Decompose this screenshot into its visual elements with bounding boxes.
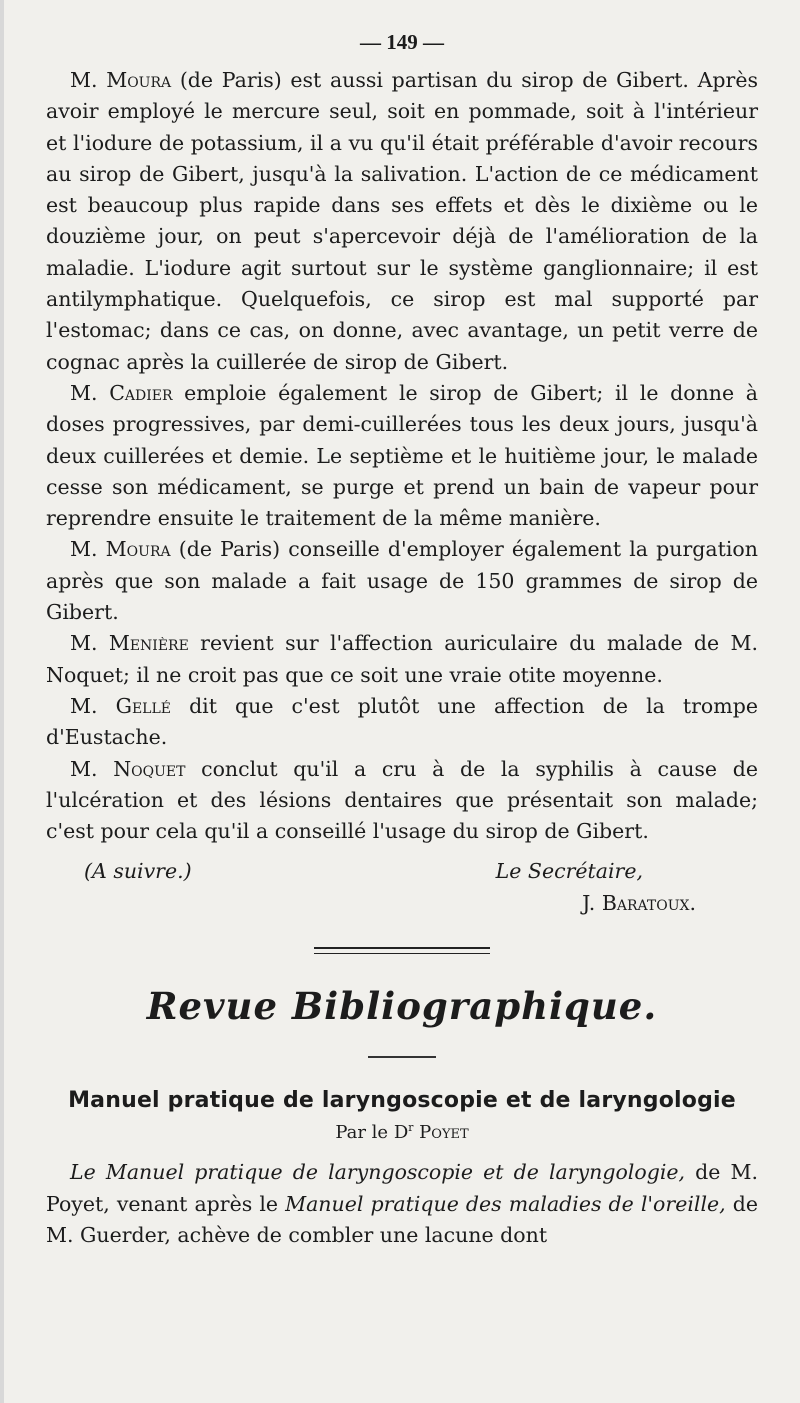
secretary-name: Baratoux. [601,891,696,916]
review-paragraph [46,1157,758,1251]
speaker-title: M. [70,756,98,781]
review-italic-title-1: Le Manuel pratique de laryngoscopie et de laryngologie, [70,1160,686,1185]
to-be-continued: (A suivre.) [84,859,192,884]
speaker-name: Moura [105,537,171,562]
author-dr-sup: r [408,1121,414,1135]
paragraph-gelle [46,691,758,754]
author-dr: D [393,1122,409,1144]
book-author [46,1121,758,1143]
section-title: Revue Bibliographique. [146,984,658,1029]
paragraph-noquet [46,754,758,848]
paragraph-text: emploie également le sirop de Gibert; il le donne à doses progressives, par demi-cuillerées tous les deux jours, jusqu'à deux cuillerées et demie. Le septième et le huitième jour, le malade cesse son médicament, se purge et prend un bain de vapeur pour reprendre ensuite le traitement de la même manière. [46,380,758,531]
paragraph-moura-2 [46,534,758,628]
speaker-name: Noquet [113,756,186,781]
speaker-name: Cadier [109,380,173,405]
author-prefix: Par le [335,1122,389,1144]
speaker-name: Moura [106,68,172,92]
signature-row [46,855,758,887]
author-name: Poyet [419,1122,469,1144]
paragraph-meniere [46,628,758,691]
review-italic-title-2: Manuel pratique des maladies de l'oreille, [285,1191,726,1216]
paragraph-cadier [46,378,758,534]
paragraph-text: (de Paris) est aussi partisan du sirop de Gibert. Après avoir employé le mercure seul, soit en pommade, soit à l'intérieur et l'iodure de potassium, il a vu qu'il était préférable d'avoir recours au sirop de Gibert, jusqu'à la salivation. L'action de ce médicament est beaucoup plus rapide dans ses effets et dès le dixième ou le douzième jour, on peut s'apercevoir déjà de l'amélioration de la maladie. L'iodure agit surtout sur le système ganglionnaire; il est antilymphatique. Quelquefois, ce sirop est mal supporté par l'estomac; dans ce cas, on donne, avec avantage, un petit verre de cognac après la cuillerée de sirop de Gibert. [46,68,758,374]
section-divider [314,947,490,954]
speaker-title: M. [70,693,98,718]
book-title: Manuel pratique de laryngoscopie et de laryngologie [68,1088,736,1114]
paragraph-moura-1 [46,65,758,378]
secretary-label: Le Secrétaire, [495,859,643,884]
paragraph-text: conclut qu'il a cru à de la syphilis à cause de l'ulcération et des lésions dentaires que présentait son malade; c'est pour cela qu'il a conseillé l'usage du sirop de Gibert. [46,756,758,844]
speaker-title: M. [70,631,98,656]
secretary-signature [46,887,758,919]
speaker-name: Menière [108,631,189,656]
title-rule [368,1056,436,1058]
speaker-title: M. [70,68,98,92]
speaker-name: Gellé [115,693,171,718]
page-number: — 149 — [360,30,444,54]
speaker-title: M. [70,380,98,405]
review-text-1: de M. Poyet, venant après le [46,1160,758,1216]
paragraph-text: (de Paris) conseille d'employer également la purgation après que son malade a fait usage de 150 grammes de sirop de Gibert. [46,537,758,625]
paragraph-text: revient sur l'affection auriculaire du malade de M. Noquet; il ne croit pas que ce soit une vraie otite moyenne. [46,631,758,687]
secretary-initial: J. [582,891,596,916]
review-text-2: de M. Guerder, achève de combler une lacune dont [46,1191,758,1248]
paragraph-text: dit que c'est plutôt une affection de la trompe d'Eustache. [46,693,758,750]
speaker-title: M. [70,537,98,562]
